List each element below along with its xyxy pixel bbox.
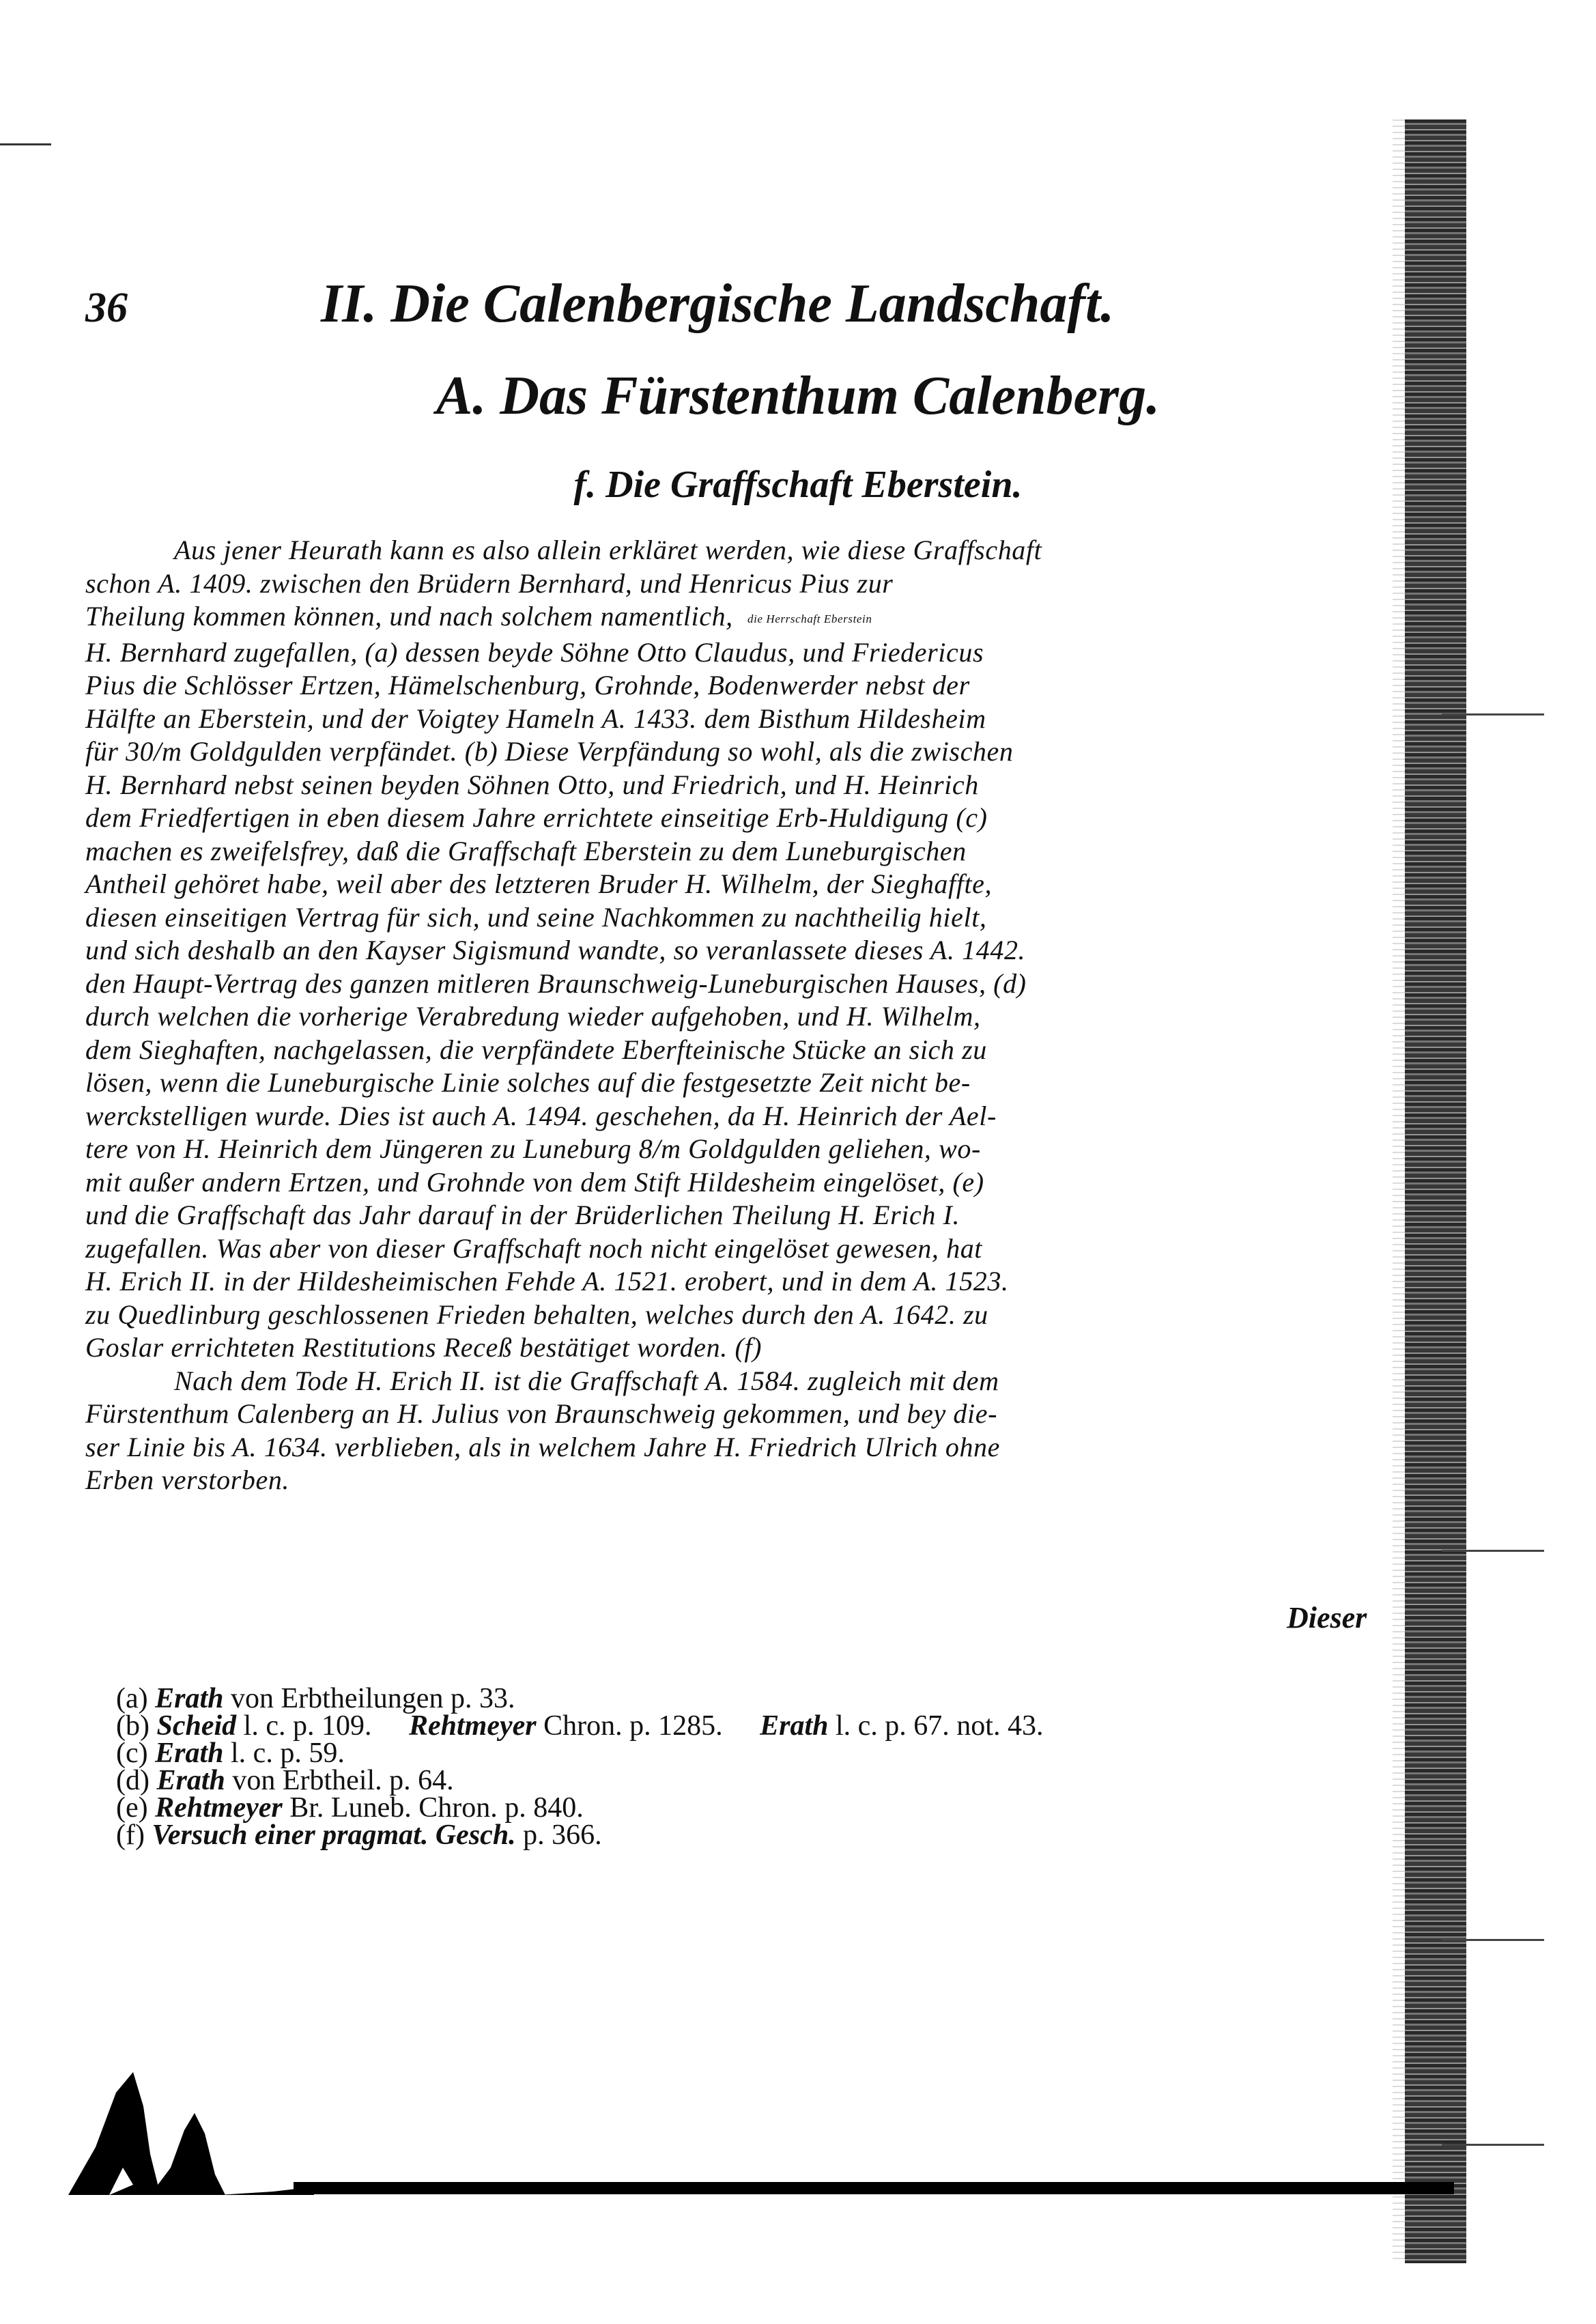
text-line: und sich deshalb an den Kayser Sigismund wandte, so veranlassete dieses A. 1442. <box>85 935 1026 965</box>
footnote-author: Erath <box>155 1683 224 1714</box>
body-text <box>85 534 1382 1497</box>
text-line: machen es zweifelsfrey, daß die Graffschaft Eberstein zu dem Luneburgischen <box>85 835 967 866</box>
text-line: H. Erich II. in der Hildesheimischen Fehde A. 1521. erobert, und in dem A. 1523. <box>85 1266 1009 1296</box>
text-line: werckstelligen wurde. Dies ist auch A. 1494. geschehen, da H. Heinrich der Ael- <box>85 1100 997 1131</box>
footnote <box>116 1685 1399 1712</box>
footnote <box>116 1740 1399 1767</box>
running-head: II. Die Calenbergische Landschaft. <box>321 274 1115 334</box>
footnotes <box>116 1685 1399 1849</box>
text-line: Nach dem Tode H. Erich II. ist die Graffschaft A. 1584. zugleich mit dem <box>174 1365 999 1396</box>
text-line: durch welchen die vorherige Verabredung wieder aufgehoben, und H. Wilhelm, <box>85 1001 981 1032</box>
footnote-reference: von Erbtheilungen p. 33. <box>231 1683 515 1714</box>
footnote <box>116 1767 1399 1794</box>
footnote-reference: l. c. p. 109. <box>243 1710 372 1742</box>
text-line: dem Sieghaften, nachgelassen, die verpfändete Eberfteinische Stücke an sich zu <box>85 1034 987 1065</box>
inline-margin-note: die Herrschaft Eberstein <box>747 612 872 625</box>
text-line: Aus jener Heurath kann es also allein erkläret werden, wie diese Graffschaft <box>174 535 1042 565</box>
footnote-author: Versuch einer pragmat. Gesch. <box>152 1819 516 1851</box>
footnote-author: Erath <box>155 1738 224 1769</box>
footnote-reference: von Erbtheil. p. 64. <box>232 1765 454 1796</box>
subsection-heading: f. Die Graffschaft Eberstein. <box>573 464 1023 506</box>
page-edge-binding <box>1405 119 1466 2263</box>
text-line: Goslar errichteten Restitutions Receß bestätiget worden. (f) <box>85 1332 762 1363</box>
scan-edge-line <box>0 143 51 145</box>
text-line: Pius die Schlösser Ertzen, Hämelschenburg, Grohnde, Bodenwerder nebst der <box>85 670 970 700</box>
footnote-label: (c) <box>116 1738 148 1769</box>
edge-tick <box>1442 2144 1544 2146</box>
text-line: H. Bernhard zugefallen, (a) dessen beyde Söhne Otto Claudus, und Friedericus <box>85 636 984 668</box>
footnote-label: (a) <box>116 1683 148 1714</box>
footnote-reference: Br. Luneb. Chron. p. 840. <box>289 1792 584 1824</box>
text-line: Erben verstorben. <box>85 1464 290 1495</box>
footnote-author: Erath <box>156 1765 225 1796</box>
text-line: lösen, wenn die Luneburgische Linie solches auf die festgesetzte Zeit nicht be- <box>85 1067 971 1098</box>
footnote-author: Erath <box>760 1710 829 1742</box>
text-line: den Haupt-Vertrag des ganzen mitleren Braunschweig-Luneburgischen Hauses, (d) <box>85 967 1027 999</box>
footnote-author: Scheid <box>156 1710 237 1742</box>
footnote-reference: l. c. p. 67. not. 43. <box>835 1710 1044 1742</box>
text-line: Fürstenthum Calenberg an H. Julius von Braunschweig gekommen, und bey die- <box>85 1398 998 1429</box>
text-line: Hälfte an Eberstein, und der Voigtey Hameln A. 1433. dem Bisthum Hildesheim <box>85 703 986 734</box>
footnote <box>116 1819 1399 1851</box>
text-line: und die Graffschaft das Jahr darauf in der Brüderlichen Theilung H. Erich I. <box>85 1200 960 1230</box>
edge-tick <box>1442 1550 1544 1552</box>
footnote-label: (b) <box>116 1710 149 1742</box>
footnote-label: (d) <box>116 1765 149 1796</box>
text-line: tere von H. Heinrich dem Jüngeren zu Luneburg 8/m Goldgulden geliehen, wo- <box>85 1133 981 1164</box>
text-line: zu Quedlinburg geschlossenen Frieden behalten, welches durch den A. 1642. zu <box>85 1299 988 1330</box>
footnote-label: (f) <box>116 1819 145 1851</box>
section-heading: A. Das Fürstenthum Calenberg. <box>436 366 1160 426</box>
page-number: 36 <box>85 285 128 331</box>
bottom-ornament-icon <box>68 2065 314 2195</box>
footnote-reference: Chron. p. 1285. <box>543 1710 723 1742</box>
edge-tick <box>1442 1939 1544 1941</box>
footnote <box>116 1712 1399 1740</box>
text-line: ser Linie bis A. 1634. verblieben, als in welchem Jahre H. Friedrich Ulrich ohne <box>85 1431 1001 1462</box>
footnote-reference: p. 366. <box>523 1819 602 1851</box>
footnote-label: (e) <box>116 1792 148 1824</box>
footnote-author: Rehtmeyer <box>155 1792 283 1824</box>
footnote <box>116 1794 1399 1822</box>
bottom-rule <box>294 2182 1454 2194</box>
text-line: Antheil gehöret habe, weil aber des letzteren Bruder H. Wilhelm, der Sieghaffte, <box>85 868 993 899</box>
footnote-author: Rehtmeyer <box>408 1710 537 1742</box>
text-line: mit außer andern Ertzen, und Grohnde von dem Stift Hildesheim eingelöset, (e) <box>85 1166 984 1198</box>
footnote-reference: l. c. p. 59. <box>231 1738 345 1769</box>
text-line: Theilung kommen können, und nach solchem namentlich, <box>85 601 733 632</box>
catchword: Dieser <box>1287 1601 1367 1634</box>
text-line: H. Bernhard nebst seinen beyden Söhnen Otto, und Friedrich, und H. Heinrich <box>85 769 979 800</box>
text-line-with-note <box>85 600 1382 636</box>
text-line: für 30/m Goldgulden verpfändet. (b) Diese Verpfändung so wohl, als die zwischen <box>85 736 1014 767</box>
edge-tick <box>1442 713 1544 715</box>
text-line: dem Friedfertigen in eben diesem Jahre errichtete einseitige Erb-Huldigung (c) <box>85 802 988 833</box>
text-line: diesen einseitigen Vertrag für sich, und seine Nachkommen zu nachtheilig hielt, <box>85 901 987 933</box>
text-line: schon A. 1409. zwischen den Brüdern Bernhard, und Henricus Pius zur <box>85 567 894 599</box>
text-line: zugefallen. Was aber von dieser Graffschaft noch nicht eingelöset gewesen, hat <box>85 1232 983 1264</box>
